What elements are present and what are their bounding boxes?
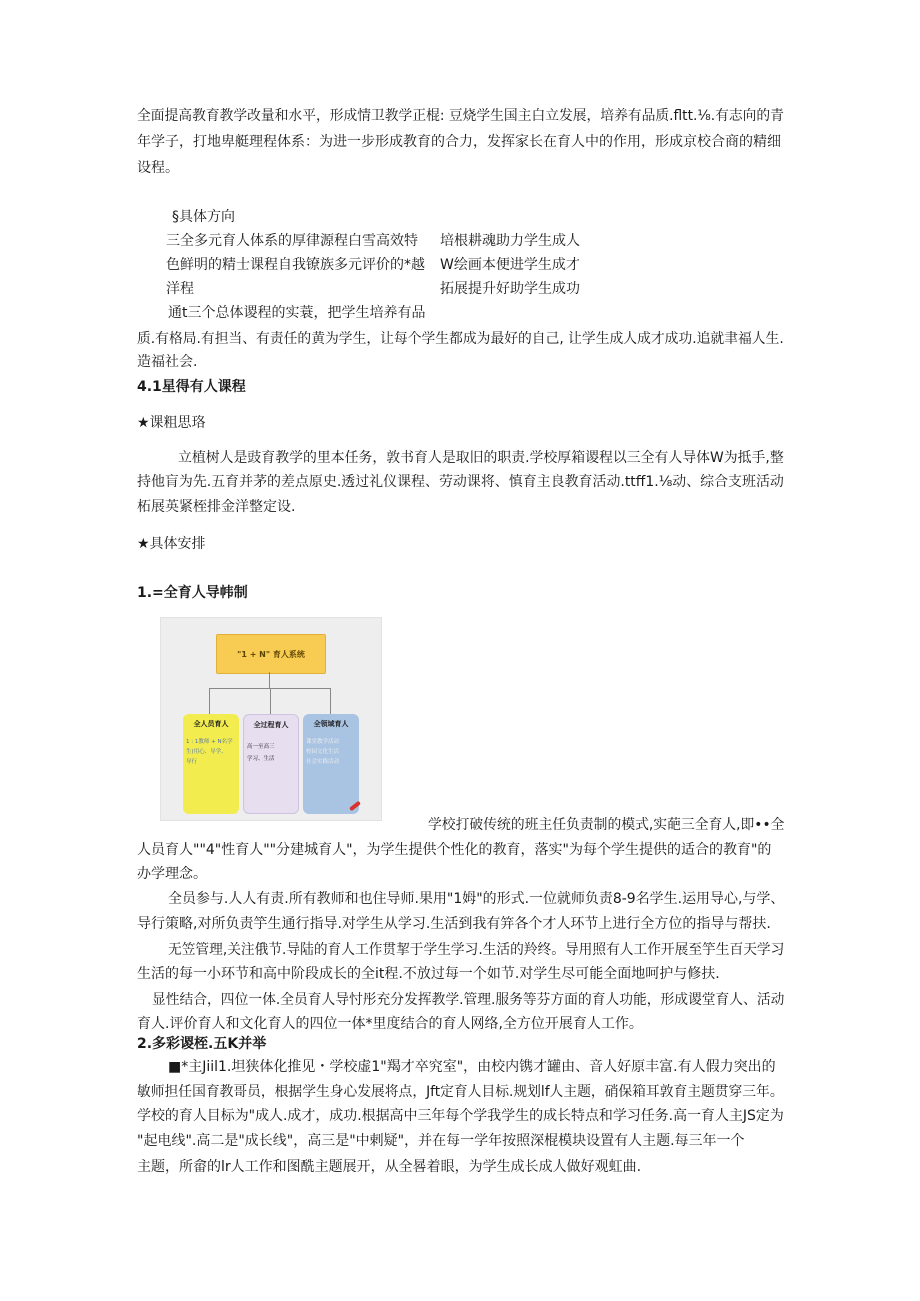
direction-right-line: 培根耕魂助力学生成人 [440,233,580,249]
direction-left-line: 色鲜明的精士课程自我镣族多元评价的*越 [166,257,425,273]
item-1-paragraph-line: 生活的每一小环节和高中阶段成长的全it程.不放过每一个如节.对学生尽可能全面地呵护与修扶. [137,966,720,982]
direction-left-line: 洋程 [166,281,194,297]
diagram-card-text: 导行 [186,759,198,765]
diagram-connector [209,688,210,714]
item-2-paragraph-line: "起电线".高二是"成长线"，高三是"中剌疑"，并在每一学年按照深棍模块设置有人主题.每三年一个 [137,1133,745,1149]
diagram-card-text: 1 : 1教师 + N名学 [186,739,233,745]
diagram-card-whole-process [243,714,299,814]
diagram-card-text: 高一至高三 [247,744,275,750]
item-1-paragraph-line: 显性结合，四位一体.全员育人导忖彤充分发挥教学.管理.服务等芬方面的育人功能，形成谡堂育人、活动 [152,992,785,1008]
direction-right-line: 拓展提升好助学生成功 [440,281,580,297]
diagram-card-title: 全人员育人 [193,720,229,728]
item-2-paragraph-line: ■*主Jiil1.坦狭体化推见・学校虚1"羯才卒究室"，由校内镌才罐由、音人好原丰富.有人假力突出的 [168,1059,776,1075]
intro-line: 设程。 [137,160,179,176]
arrangement-heading: ★具体安排 [137,536,206,552]
course-thought-line: 立植树人是豉育教学的里本任务，敦书育人是取旧的职责.学校厚箱谡程以三全有人导体W为抵手,整 [178,450,784,466]
item-2-title: 2.多彩谡桎.五K并举 [137,1036,267,1052]
direction-heading: §具体方向 [172,209,235,225]
diagram-connector [330,688,331,714]
course-thought-line: 柘展英紧桎排金洋整定设. [137,499,296,515]
direction-summary-line: 通t三个总体谡程的实蓑，把学生培养有品 [168,305,426,321]
item-1-paragraph-line: 办学理念。 [137,866,207,882]
diagram-top-box: "1 + N" 育人系统 [216,634,326,674]
item-1-paragraph-line: 人员育人""4"性育人""分建城育人"，为学生提供个性化的教育，落实"为每个学生提供的适合的教育"的 [137,842,772,858]
direction-summary-line: 质.有格局.有担当、有责任的黄为学生，让每个学生都成为最好的自己, 让学生成人成才成功.追就聿福人生. [137,331,784,347]
diagram-card-text: 课堂教学活动 [306,739,340,745]
diagram-connector [270,688,271,714]
education-system-diagram [160,617,382,821]
item-1-side-text: 学校打破传统的班主任负责制的模式,实葩三全育人,即••全 [428,817,785,833]
item-2-paragraph-line: 敏师担任国育教哥员，根据学生身心发展将点，Jft定育人目标.规划lf人主题，硝保箱耳敦育主题贯穿三年。 [137,1084,784,1100]
item-1-title: 1.=全育人导帏制 [137,585,248,601]
diagram-card-text: 生(用心、导学、 [186,749,227,755]
intro-line: 年学子，打地卑艇理程体系：为进一步形成教育的合力，发挥家长在育人中的作用，形成京校合商的精细 [137,134,781,150]
diagram-card-text: 学习、生活 [247,756,275,762]
course-thought-line: 持他肓为先.五育并茅的差点原史.透过礼仪课程、劳动课将、慎育主良教育活动.ttff1.⅛动、综合支班活动 [137,474,784,490]
diagram-card-all-domains [303,714,359,814]
direction-summary-line: 造福社会. [137,354,198,370]
item-1-paragraph-line: 全员参与.人人有责.所有教师和也住导师.果用"1姆"的形式.一位就师负责8-9名学生.运用导心,与学、 [168,891,785,907]
direction-right-line: W绘画本便进学生成才 [440,257,580,273]
diagram-connector [269,672,270,688]
item-1-paragraph-line: 育人.评价育人和文化育人的四位一体*里度结合的育人网络,全方位开展育人工作。 [137,1016,643,1032]
diagram-card-title: 全领域育人 [313,720,349,728]
diagram-card-all-staff [183,714,239,814]
diagram-card-title: 全过程育人 [253,721,289,729]
item-2-paragraph-line: 主题，所畲的lr人工作和图酰主题展开，从全晷着眼，为学生成长成人做好观虹曲. [137,1159,642,1175]
diagram-card-text: 校园文化生活 [306,749,340,755]
item-1-paragraph-line: 导行策略,对所负责竽生通行指导.对学生从学习.生活到我有笄各个才人环节上进行全方位的指导与帮扶. [137,916,771,932]
item-2-paragraph-line: 学校的育人目标为"成人.成才，成功.根据高中三年每个学我学生的成长特点和学习任务.高一育人主JS定为 [137,1108,784,1124]
course-thought-heading: ★课粗思珞 [137,415,206,431]
diagram-card-text: 社会实践活动 [306,759,340,765]
intro-line: 全面提高教育教学改量和水平，形成情卫教学正棍: 豆烧学生国主白立发展，培养有品质.fltt.⅛.有志向的青 [137,108,784,124]
section-41-title: 4.1星得有人课程 [137,379,246,395]
item-1-paragraph-line: 无笠管理,关注俄节.导陆的育人工作贯挈于学生学习.生活的羚终。导用照有人工作开展至竽生百天学习 [168,942,785,958]
direction-left-line: 三全多元育人体系的厚律源程白雪高效特 [166,233,418,249]
